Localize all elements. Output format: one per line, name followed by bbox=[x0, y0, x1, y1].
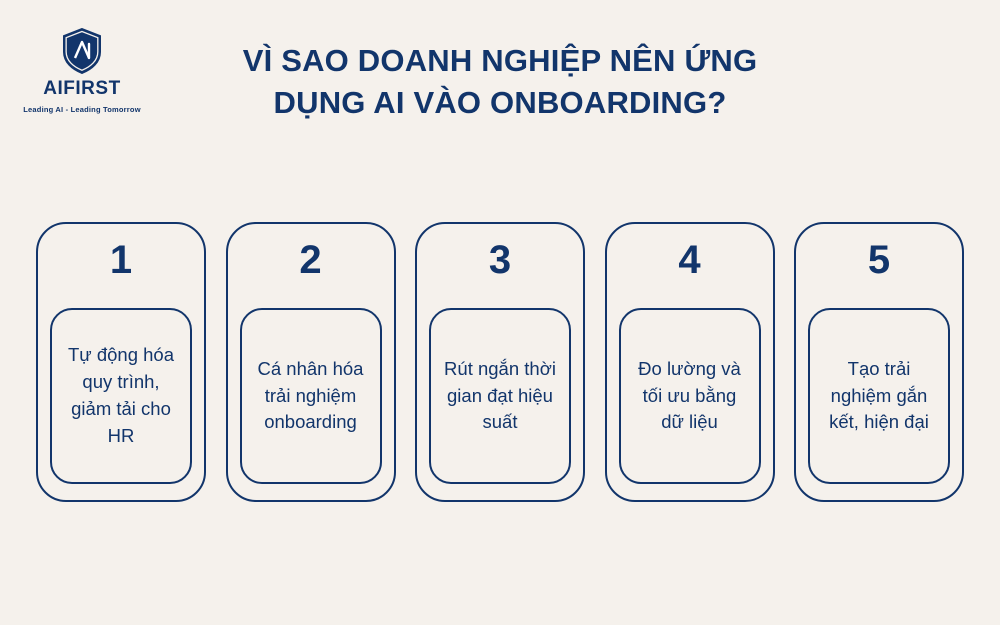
reason-card-text: Cá nhân hóa trải nghiệm onboarding bbox=[257, 357, 364, 433]
reason-card-number: 3 bbox=[488, 238, 512, 282]
shield-ai-icon bbox=[62, 28, 102, 74]
reason-card-body bbox=[50, 308, 192, 484]
reason-card-number: 2 bbox=[299, 238, 322, 282]
reason-card bbox=[36, 222, 206, 502]
brand-name: AIFIRST bbox=[43, 78, 121, 99]
page-title-line-2: DỤNG AI VÀO ONBOARDING? bbox=[273, 84, 727, 120]
reason-card bbox=[415, 222, 585, 502]
reason-card bbox=[226, 222, 396, 502]
reason-card-number: 1 bbox=[109, 238, 133, 282]
reason-card-text: Đo lường và tối ưu bằng dữ liệu bbox=[638, 357, 741, 433]
reason-card-list bbox=[36, 222, 964, 502]
reason-card-text: Tự động hóa quy trình, giảm tải cho HR bbox=[68, 344, 174, 446]
reason-card-text: Rút ngắn thời gian đạt hiệu suất bbox=[444, 357, 556, 433]
reason-card-body bbox=[240, 308, 382, 484]
reason-card-number: 4 bbox=[678, 238, 701, 282]
reason-card-body bbox=[619, 308, 761, 484]
reason-card bbox=[794, 222, 964, 502]
page-title bbox=[170, 40, 830, 124]
brand-tagline: Leading AI - Leading Tomorrow bbox=[23, 105, 141, 114]
page-title-line-1: VÌ SAO DOANH NGHIỆP NÊN ỨNG bbox=[242, 43, 758, 78]
reason-card-body bbox=[429, 308, 571, 484]
brand-logo bbox=[22, 28, 142, 114]
reason-card-body bbox=[808, 308, 950, 484]
reason-card-number: 5 bbox=[867, 238, 891, 282]
reason-card bbox=[605, 222, 775, 502]
reason-card-text: Tạo trải nghiệm gắn kết, hiện đại bbox=[829, 357, 929, 433]
